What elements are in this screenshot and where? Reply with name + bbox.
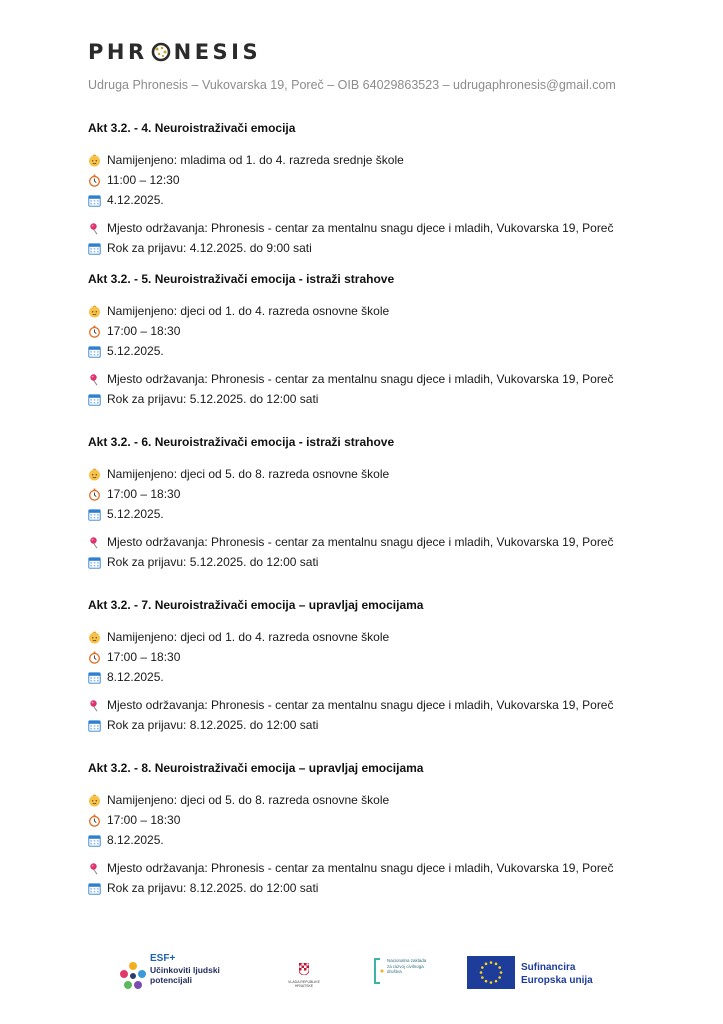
deadline-row [88, 878, 688, 898]
eu-star [498, 976, 501, 979]
esf-emblem-icon [118, 958, 148, 992]
esf-brand: ESF+ [150, 953, 176, 964]
esf-line-1: Učinkoviti ljudski [150, 964, 220, 975]
esf-logo [118, 954, 238, 994]
calendar-icon [88, 508, 101, 521]
deadline-row-text: Rok za prijavu: 5.12.2025. do 12:00 sati [107, 392, 319, 406]
eu-star [490, 961, 493, 964]
event-section [88, 272, 688, 409]
event-section [88, 598, 688, 735]
date-row [88, 504, 688, 524]
organization-address: Udruga Phronesis – Vukovarska 19, Poreč – OIB 64029863523 – udrugaphronesis@gmail.com [88, 78, 616, 92]
logo-text-left: PHR [88, 40, 148, 64]
event-section [88, 435, 688, 572]
eu-cofunded-logo [467, 956, 607, 990]
location-row-text: Mjesto održavanja: Phronesis - centar za mentalnu snagu djece i mladih, Vukovarska 19, Poreč [107, 221, 614, 235]
baby-face-icon [88, 468, 101, 481]
footer-logos [0, 952, 723, 1002]
government-text: VLADA REPUBLIKE HRVATSKE [288, 980, 320, 988]
national-foundation-text: Nacionalna zaklada za razvoj civilnoga društva [387, 958, 427, 974]
time-row-text: 17:00 – 18:30 [107, 650, 181, 664]
event-section [88, 121, 688, 258]
date-row [88, 341, 688, 361]
eu-star [495, 980, 498, 983]
eu-flag-icon [467, 956, 515, 989]
croatian-coat-of-arms-icon [299, 963, 309, 975]
baby-face-icon [88, 154, 101, 167]
calendar-icon [88, 194, 101, 207]
time-row [88, 170, 688, 190]
round-pushpin-icon [88, 862, 101, 875]
audience-row-text: Namijenjeno: mladima od 1. do 4. razreda srednje škole [107, 153, 404, 167]
location-row [88, 532, 688, 552]
eu-star [500, 971, 503, 974]
deadline-row [88, 715, 688, 735]
time-row [88, 810, 688, 830]
deadline-row-text: Rok za prijavu: 8.12.2025. do 12:00 sati [107, 881, 319, 895]
stopwatch-icon [88, 488, 101, 501]
eu-star [495, 963, 498, 966]
event-title: Akt 3.2. - 6. Neuroistraživači emocija - istraži strahove [88, 435, 395, 449]
calendar-icon [88, 671, 101, 684]
audience-row [88, 301, 688, 321]
deadline-row-text: Rok za prijavu: 5.12.2025. do 12:00 sati [107, 555, 319, 569]
national-foundation-logo [373, 956, 433, 996]
event-title: Akt 3.2. - 5. Neuroistraživači emocija - istraži strahove [88, 272, 395, 286]
location-row-text: Mjesto održavanja: Phronesis - centar za mentalnu snagu djece i mladih, Vukovarska 19, Poreč [107, 861, 614, 875]
eu-star [485, 980, 488, 983]
stopwatch-icon [88, 325, 101, 338]
eu-star [498, 966, 501, 969]
date-row-text: 8.12.2025. [107, 833, 164, 847]
deadline-row [88, 389, 688, 409]
eu-star [481, 976, 484, 979]
time-row-text: 17:00 – 18:30 [107, 324, 181, 338]
eu-star [481, 966, 484, 969]
deadline-row-text: Rok za prijavu: 4.12.2025. do 9:00 sati [107, 241, 312, 255]
calendar-icon [88, 719, 101, 732]
event-section [88, 761, 688, 898]
audience-row [88, 627, 688, 647]
calendar-icon [88, 393, 101, 406]
eu-star [480, 971, 483, 974]
audience-row-text: Namijenjeno: djeci od 1. do 4. razreda osnovne škole [107, 304, 390, 318]
stopwatch-icon [88, 651, 101, 664]
calendar-icon [88, 834, 101, 847]
event-title: Akt 3.2. - 8. Neuroistraživači emocija – upravljaj emocijama [88, 761, 424, 775]
round-pushpin-icon [88, 373, 101, 386]
date-row [88, 190, 688, 210]
phronesis-logo [88, 40, 261, 64]
eu-star [485, 963, 488, 966]
date-row-text: 4.12.2025. [107, 193, 164, 207]
location-row [88, 218, 688, 238]
deadline-row [88, 238, 688, 258]
date-row-text: 5.12.2025. [107, 507, 164, 521]
audience-row-text: Namijenjeno: djeci od 5. do 8. razreda osnovne škole [107, 793, 390, 807]
baby-face-icon [88, 631, 101, 644]
logo-text-right: NESIS [173, 40, 262, 64]
date-row-text: 8.12.2025. [107, 670, 164, 684]
baby-face-icon [88, 305, 101, 318]
deadline-row [88, 552, 688, 572]
location-row [88, 858, 688, 878]
date-row-text: 5.12.2025. [107, 344, 164, 358]
eu-star [490, 981, 493, 984]
location-row-text: Mjesto održavanja: Phronesis - centar za mentalnu snagu djece i mladih, Vukovarska 19, Poreč [107, 535, 614, 549]
calendar-icon [88, 345, 101, 358]
audience-row [88, 790, 688, 810]
stopwatch-icon [88, 814, 101, 827]
time-row [88, 647, 688, 667]
audience-row [88, 464, 688, 484]
time-row-text: 17:00 – 18:30 [107, 813, 181, 827]
time-row [88, 321, 688, 341]
baby-face-icon [88, 794, 101, 807]
esf-line-2: potencijali [150, 975, 193, 985]
date-row [88, 667, 688, 687]
audience-row-text: Namijenjeno: djeci od 1. do 4. razreda osnovne škole [107, 630, 390, 644]
location-row [88, 369, 688, 389]
eu-line-2: Europska unija [521, 975, 593, 986]
calendar-icon [88, 882, 101, 895]
bracket-emblem-icon [373, 958, 385, 984]
audience-row [88, 150, 688, 170]
calendar-icon [88, 556, 101, 569]
event-title: Akt 3.2. - 4. Neuroistraživači emocija [88, 121, 296, 135]
logo-mark-icon [150, 42, 172, 62]
audience-row-text: Namijenjeno: djeci od 5. do 8. razreda osnovne škole [107, 467, 390, 481]
date-row [88, 830, 688, 850]
round-pushpin-icon [88, 536, 101, 549]
eu-line-1: Sufinancira [521, 962, 576, 973]
croatian-government-logo [280, 962, 328, 990]
time-row-text: 17:00 – 18:30 [107, 487, 181, 501]
time-row-text: 11:00 – 12:30 [107, 173, 180, 187]
event-title: Akt 3.2. - 7. Neuroistraživači emocija – upravljaj emocijama [88, 598, 424, 612]
calendar-icon [88, 242, 101, 255]
deadline-row-text: Rok za prijavu: 8.12.2025. do 12:00 sati [107, 718, 319, 732]
round-pushpin-icon [88, 699, 101, 712]
time-row [88, 484, 688, 504]
round-pushpin-icon [88, 222, 101, 235]
location-row-text: Mjesto održavanja: Phronesis - centar za mentalnu snagu djece i mladih, Vukovarska 19, Poreč [107, 698, 614, 712]
location-row-text: Mjesto održavanja: Phronesis - centar za mentalnu snagu djece i mladih, Vukovarska 19, Poreč [107, 372, 614, 386]
location-row [88, 695, 688, 715]
stopwatch-icon [88, 174, 101, 187]
